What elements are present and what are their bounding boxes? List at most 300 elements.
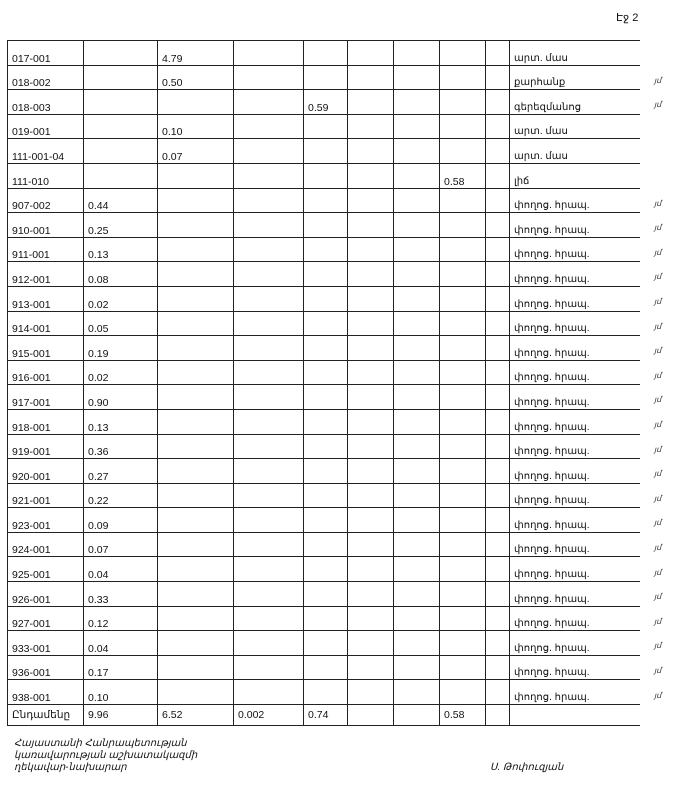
table-row	[8, 286, 640, 311]
cell-value	[234, 557, 304, 582]
cell-description: քարհանք	[510, 65, 640, 90]
cell-code: 913-001	[8, 286, 84, 311]
cell-value: 0.22	[84, 483, 158, 508]
cell-value	[440, 311, 486, 336]
cell-value	[394, 65, 440, 90]
side-mark: յմ	[654, 690, 662, 700]
side-mark: յմ	[654, 420, 662, 429]
cell-value	[348, 705, 394, 726]
cell-description: արտ. մաս	[510, 114, 640, 139]
cell-value	[158, 459, 234, 484]
cell-value	[486, 434, 510, 459]
table-row	[8, 655, 640, 680]
side-mark: յմ	[654, 395, 662, 405]
cell-value	[304, 114, 348, 139]
cell-value	[304, 459, 348, 484]
cell-value	[304, 655, 348, 680]
cell-value	[158, 532, 234, 557]
side-mark: յմ	[654, 272, 662, 282]
footer-line-3: ղեկավար-նախարար	[14, 762, 127, 773]
cell-value	[234, 163, 304, 188]
cell-value	[486, 336, 510, 361]
cell-value	[440, 680, 486, 705]
cell-value	[440, 360, 486, 385]
table-row	[8, 409, 640, 434]
cell-value	[348, 262, 394, 287]
cell-value	[234, 655, 304, 680]
footer-line-1: Հայաստանի Հանրապետության	[14, 738, 187, 749]
side-mark: յմ	[654, 75, 662, 85]
cell-value	[486, 385, 510, 410]
side-mark: յմ	[654, 493, 662, 503]
cell-value	[486, 483, 510, 508]
table-row	[8, 680, 640, 705]
cell-description: փողոց. հրապ.	[510, 606, 640, 631]
cell-value	[158, 213, 234, 238]
cell-code: 019-001	[8, 114, 84, 139]
cell-value	[440, 65, 486, 90]
cell-description: փողոց. հրապ.	[510, 631, 640, 656]
cell-value	[158, 385, 234, 410]
cell-value: 6.52	[158, 705, 234, 726]
cell-value	[234, 508, 304, 533]
footer-signatory-title	[14, 738, 197, 774]
cell-value	[348, 360, 394, 385]
cell-value	[348, 188, 394, 213]
cell-value: 0.04	[84, 631, 158, 656]
cell-code: 933-001	[8, 631, 84, 656]
cell-value	[304, 311, 348, 336]
cell-code: 018-002	[8, 65, 84, 90]
cell-value	[348, 286, 394, 311]
cell-value	[234, 360, 304, 385]
cell-description: փողոց. հրապ.	[510, 336, 640, 361]
total-row	[8, 705, 640, 726]
cell-code: 925-001	[8, 557, 84, 582]
table-row	[8, 213, 640, 238]
cell-value	[234, 90, 304, 115]
cell-value: 0.08	[84, 262, 158, 287]
cell-value	[440, 385, 486, 410]
cell-value	[440, 459, 486, 484]
table-row	[8, 262, 640, 287]
cell-code: 919-001	[8, 434, 84, 459]
cell-value	[304, 139, 348, 164]
cell-value	[234, 188, 304, 213]
side-mark: յմ	[654, 641, 662, 651]
table-row	[8, 65, 640, 90]
cell-code: 018-003	[8, 90, 84, 115]
cell-value	[304, 336, 348, 361]
cell-value	[158, 483, 234, 508]
footer-signatory-name: Ս. Թոփուզյան	[490, 762, 564, 773]
cell-value	[304, 65, 348, 90]
cell-value	[234, 65, 304, 90]
cell-code: 111-001-04	[8, 139, 84, 164]
cell-description: փողոց. հրապ.	[510, 582, 640, 607]
side-mark: յմ	[654, 518, 662, 528]
cell-value	[486, 262, 510, 287]
cell-value	[348, 582, 394, 607]
table-row	[8, 41, 640, 66]
cell-description: գերեզմանոց	[510, 90, 640, 115]
cell-value	[234, 483, 304, 508]
cell-value	[394, 508, 440, 533]
cell-value	[348, 336, 394, 361]
cell-value	[348, 532, 394, 557]
cell-value	[234, 434, 304, 459]
cell-value	[348, 606, 394, 631]
table-row	[8, 557, 640, 582]
cell-code: 924-001	[8, 532, 84, 557]
side-mark: յմ	[654, 543, 662, 552]
cell-value	[234, 114, 304, 139]
cell-description: փողոց. հրապ.	[510, 557, 640, 582]
table-row	[8, 483, 640, 508]
cell-value	[84, 41, 158, 66]
cell-description: փողոց. հրապ.	[510, 286, 640, 311]
cell-value	[486, 582, 510, 607]
cell-description: փողոց. հրապ.	[510, 237, 640, 262]
cell-value	[234, 213, 304, 238]
cell-value	[84, 114, 158, 139]
cell-value: 0.07	[158, 139, 234, 164]
cell-value: 0.10	[158, 114, 234, 139]
cell-description: լիճ	[510, 163, 640, 188]
cell-value	[394, 483, 440, 508]
cell-value	[348, 311, 394, 336]
cell-value	[394, 409, 440, 434]
cell-value	[84, 139, 158, 164]
table-body	[8, 41, 640, 726]
cell-value	[486, 213, 510, 238]
cell-value	[348, 41, 394, 66]
cell-description: փողոց. հրապ.	[510, 409, 640, 434]
cell-code: 017-001	[8, 41, 84, 66]
cell-value	[348, 680, 394, 705]
cell-value	[158, 631, 234, 656]
cell-value	[234, 311, 304, 336]
table-row	[8, 631, 640, 656]
cell-value: 0.74	[304, 705, 348, 726]
cell-description: փողոց. հրապ.	[510, 360, 640, 385]
side-mark: յմ	[654, 592, 662, 602]
cell-value	[304, 262, 348, 287]
cell-value	[304, 557, 348, 582]
cell-value	[84, 90, 158, 115]
cell-value: 0.19	[84, 336, 158, 361]
cell-value: 0.50	[158, 65, 234, 90]
cell-value	[234, 385, 304, 410]
cell-value: 0.04	[84, 557, 158, 582]
cell-code: 915-001	[8, 336, 84, 361]
cell-value	[394, 114, 440, 139]
cell-value	[304, 41, 348, 66]
cell-value	[394, 237, 440, 262]
cell-value	[440, 237, 486, 262]
cell-value	[348, 237, 394, 262]
cell-value	[348, 65, 394, 90]
table-row	[8, 114, 640, 139]
cell-description: փողոց. հրապ.	[510, 532, 640, 557]
cell-value	[440, 532, 486, 557]
cell-value	[486, 163, 510, 188]
cell-code: 918-001	[8, 409, 84, 434]
side-mark: յմ	[654, 223, 662, 233]
cell-code: Ընդամենը	[8, 705, 84, 726]
cell-value: 0.27	[84, 459, 158, 484]
cell-value	[304, 237, 348, 262]
cell-value	[440, 114, 486, 139]
cell-value	[304, 163, 348, 188]
cell-value	[440, 139, 486, 164]
cell-value: 0.44	[84, 188, 158, 213]
cell-value	[348, 557, 394, 582]
cell-value	[348, 508, 394, 533]
cell-description	[510, 705, 640, 726]
cell-code: 910-001	[8, 213, 84, 238]
cell-value	[158, 680, 234, 705]
cell-value	[440, 434, 486, 459]
cell-value	[394, 163, 440, 188]
cell-value	[394, 360, 440, 385]
cell-value	[486, 532, 510, 557]
table-row	[8, 582, 640, 607]
cell-value	[486, 508, 510, 533]
cell-value	[348, 459, 394, 484]
cell-value	[486, 360, 510, 385]
cell-code: 917-001	[8, 385, 84, 410]
cell-value	[304, 409, 348, 434]
cell-value: 0.17	[84, 655, 158, 680]
cell-value	[158, 434, 234, 459]
cell-code: 926-001	[8, 582, 84, 607]
cell-value: 0.002	[234, 705, 304, 726]
cell-value	[486, 90, 510, 115]
cell-value	[486, 606, 510, 631]
cell-value	[304, 188, 348, 213]
cell-value	[158, 409, 234, 434]
cell-value	[440, 336, 486, 361]
cell-value	[486, 41, 510, 66]
cell-value	[304, 532, 348, 557]
cell-value: 0.58	[440, 705, 486, 726]
cell-value: 4.79	[158, 41, 234, 66]
table-row	[8, 336, 640, 361]
cell-value	[348, 90, 394, 115]
cell-value	[234, 262, 304, 287]
cell-value	[234, 336, 304, 361]
cell-value	[348, 434, 394, 459]
cell-value	[486, 680, 510, 705]
cell-value	[234, 459, 304, 484]
table-row	[8, 459, 640, 484]
cell-description: փողոց. հրապ.	[510, 483, 640, 508]
cell-value	[304, 582, 348, 607]
cell-value	[440, 409, 486, 434]
cell-value: 0.33	[84, 582, 158, 607]
cell-description: արտ. մաս	[510, 139, 640, 164]
cell-value: 0.25	[84, 213, 158, 238]
cell-value	[234, 286, 304, 311]
cell-description: փողոց. հրապ.	[510, 311, 640, 336]
cell-value	[440, 213, 486, 238]
cell-code: 914-001	[8, 311, 84, 336]
side-mark: յմ	[654, 666, 662, 675]
side-mark: յմ	[654, 100, 662, 110]
cell-value	[486, 188, 510, 213]
cell-value	[394, 680, 440, 705]
cell-description: փողոց. հրապ.	[510, 680, 640, 705]
cell-value	[348, 163, 394, 188]
cell-value	[394, 262, 440, 287]
cell-value	[440, 41, 486, 66]
table-row	[8, 508, 640, 533]
table-row	[8, 532, 640, 557]
cell-value	[234, 606, 304, 631]
cell-value: 0.09	[84, 508, 158, 533]
cell-value	[158, 655, 234, 680]
cell-value	[234, 409, 304, 434]
cell-value	[158, 163, 234, 188]
cell-code: 111-010	[8, 163, 84, 188]
cell-value	[348, 139, 394, 164]
side-mark: յմ	[654, 321, 662, 331]
cell-value	[348, 409, 394, 434]
cell-value	[486, 557, 510, 582]
table-row	[8, 237, 640, 262]
cell-value	[394, 188, 440, 213]
cell-description: փողոց. հրապ.	[510, 213, 640, 238]
cell-value	[440, 606, 486, 631]
cell-value	[394, 139, 440, 164]
cell-value	[394, 459, 440, 484]
cell-value: 0.58	[440, 163, 486, 188]
cell-value	[394, 41, 440, 66]
cell-value	[440, 90, 486, 115]
cell-value	[304, 360, 348, 385]
cell-value	[440, 188, 486, 213]
cell-value	[486, 655, 510, 680]
cell-code: 911-001	[8, 237, 84, 262]
cell-value	[304, 213, 348, 238]
cell-code: 927-001	[8, 606, 84, 631]
page-number: Էջ 2	[616, 12, 639, 24]
cell-value	[304, 631, 348, 656]
table-row	[8, 311, 640, 336]
cell-value	[440, 557, 486, 582]
cell-value	[304, 508, 348, 533]
cell-description: փողոց. հրապ.	[510, 262, 640, 287]
cell-value	[234, 680, 304, 705]
table-row	[8, 360, 640, 385]
cell-value	[84, 163, 158, 188]
cell-value	[440, 655, 486, 680]
cell-value: 0.02	[84, 360, 158, 385]
cell-value: 0.13	[84, 237, 158, 262]
cell-value	[158, 286, 234, 311]
cell-value: 0.07	[84, 532, 158, 557]
cell-value	[486, 237, 510, 262]
side-mark: յմ	[654, 198, 662, 208]
side-mark: յմ	[654, 469, 662, 479]
cell-value: 0.59	[304, 90, 348, 115]
cell-value	[394, 655, 440, 680]
cell-value	[158, 311, 234, 336]
cell-description: փողոց. հրապ.	[510, 188, 640, 213]
cell-value	[394, 90, 440, 115]
cell-value: 0.10	[84, 680, 158, 705]
cell-value	[440, 582, 486, 607]
cell-description: փողոց. հրապ.	[510, 459, 640, 484]
cell-value	[304, 434, 348, 459]
side-mark: յմ	[654, 247, 662, 257]
cell-value	[158, 582, 234, 607]
side-mark: յմ	[654, 444, 662, 454]
cell-value	[158, 606, 234, 631]
cell-value	[348, 483, 394, 508]
cell-value	[486, 311, 510, 336]
cell-value	[234, 582, 304, 607]
cell-value: 9.96	[84, 705, 158, 726]
cell-value	[394, 705, 440, 726]
cell-code: 912-001	[8, 262, 84, 287]
cell-value	[394, 286, 440, 311]
cell-value	[394, 434, 440, 459]
cell-value	[234, 532, 304, 557]
cell-value	[440, 508, 486, 533]
cell-value	[158, 90, 234, 115]
side-mark: յմ	[654, 297, 662, 306]
side-mark: յմ	[654, 346, 662, 356]
cell-value	[348, 385, 394, 410]
cell-value	[486, 286, 510, 311]
side-mark: յմ	[654, 370, 662, 380]
table-row	[8, 606, 640, 631]
cell-value	[394, 631, 440, 656]
cell-value	[486, 705, 510, 726]
cell-description: արտ. մաս	[510, 41, 640, 66]
cell-value	[486, 631, 510, 656]
table-row	[8, 163, 640, 188]
cell-value	[158, 508, 234, 533]
cell-value	[440, 631, 486, 656]
cell-description: փողոց. հրապ.	[510, 385, 640, 410]
cell-value	[234, 631, 304, 656]
cell-value	[234, 139, 304, 164]
cell-value	[234, 41, 304, 66]
cell-value	[158, 557, 234, 582]
cell-value	[234, 237, 304, 262]
footer-line-2: կառավարության աշխատակազմի	[14, 750, 198, 761]
land-area-table	[7, 40, 640, 726]
cell-value	[348, 631, 394, 656]
table-row	[8, 188, 640, 213]
cell-value	[304, 385, 348, 410]
cell-value	[304, 680, 348, 705]
table-row	[8, 385, 640, 410]
cell-value: 0.02	[84, 286, 158, 311]
cell-description: փողոց. հրապ.	[510, 434, 640, 459]
cell-value: 0.90	[84, 385, 158, 410]
cell-value	[158, 262, 234, 287]
cell-description: փողոց. հրապ.	[510, 655, 640, 680]
cell-value	[486, 139, 510, 164]
cell-value	[394, 336, 440, 361]
cell-value	[440, 483, 486, 508]
cell-value	[440, 262, 486, 287]
cell-value	[394, 582, 440, 607]
